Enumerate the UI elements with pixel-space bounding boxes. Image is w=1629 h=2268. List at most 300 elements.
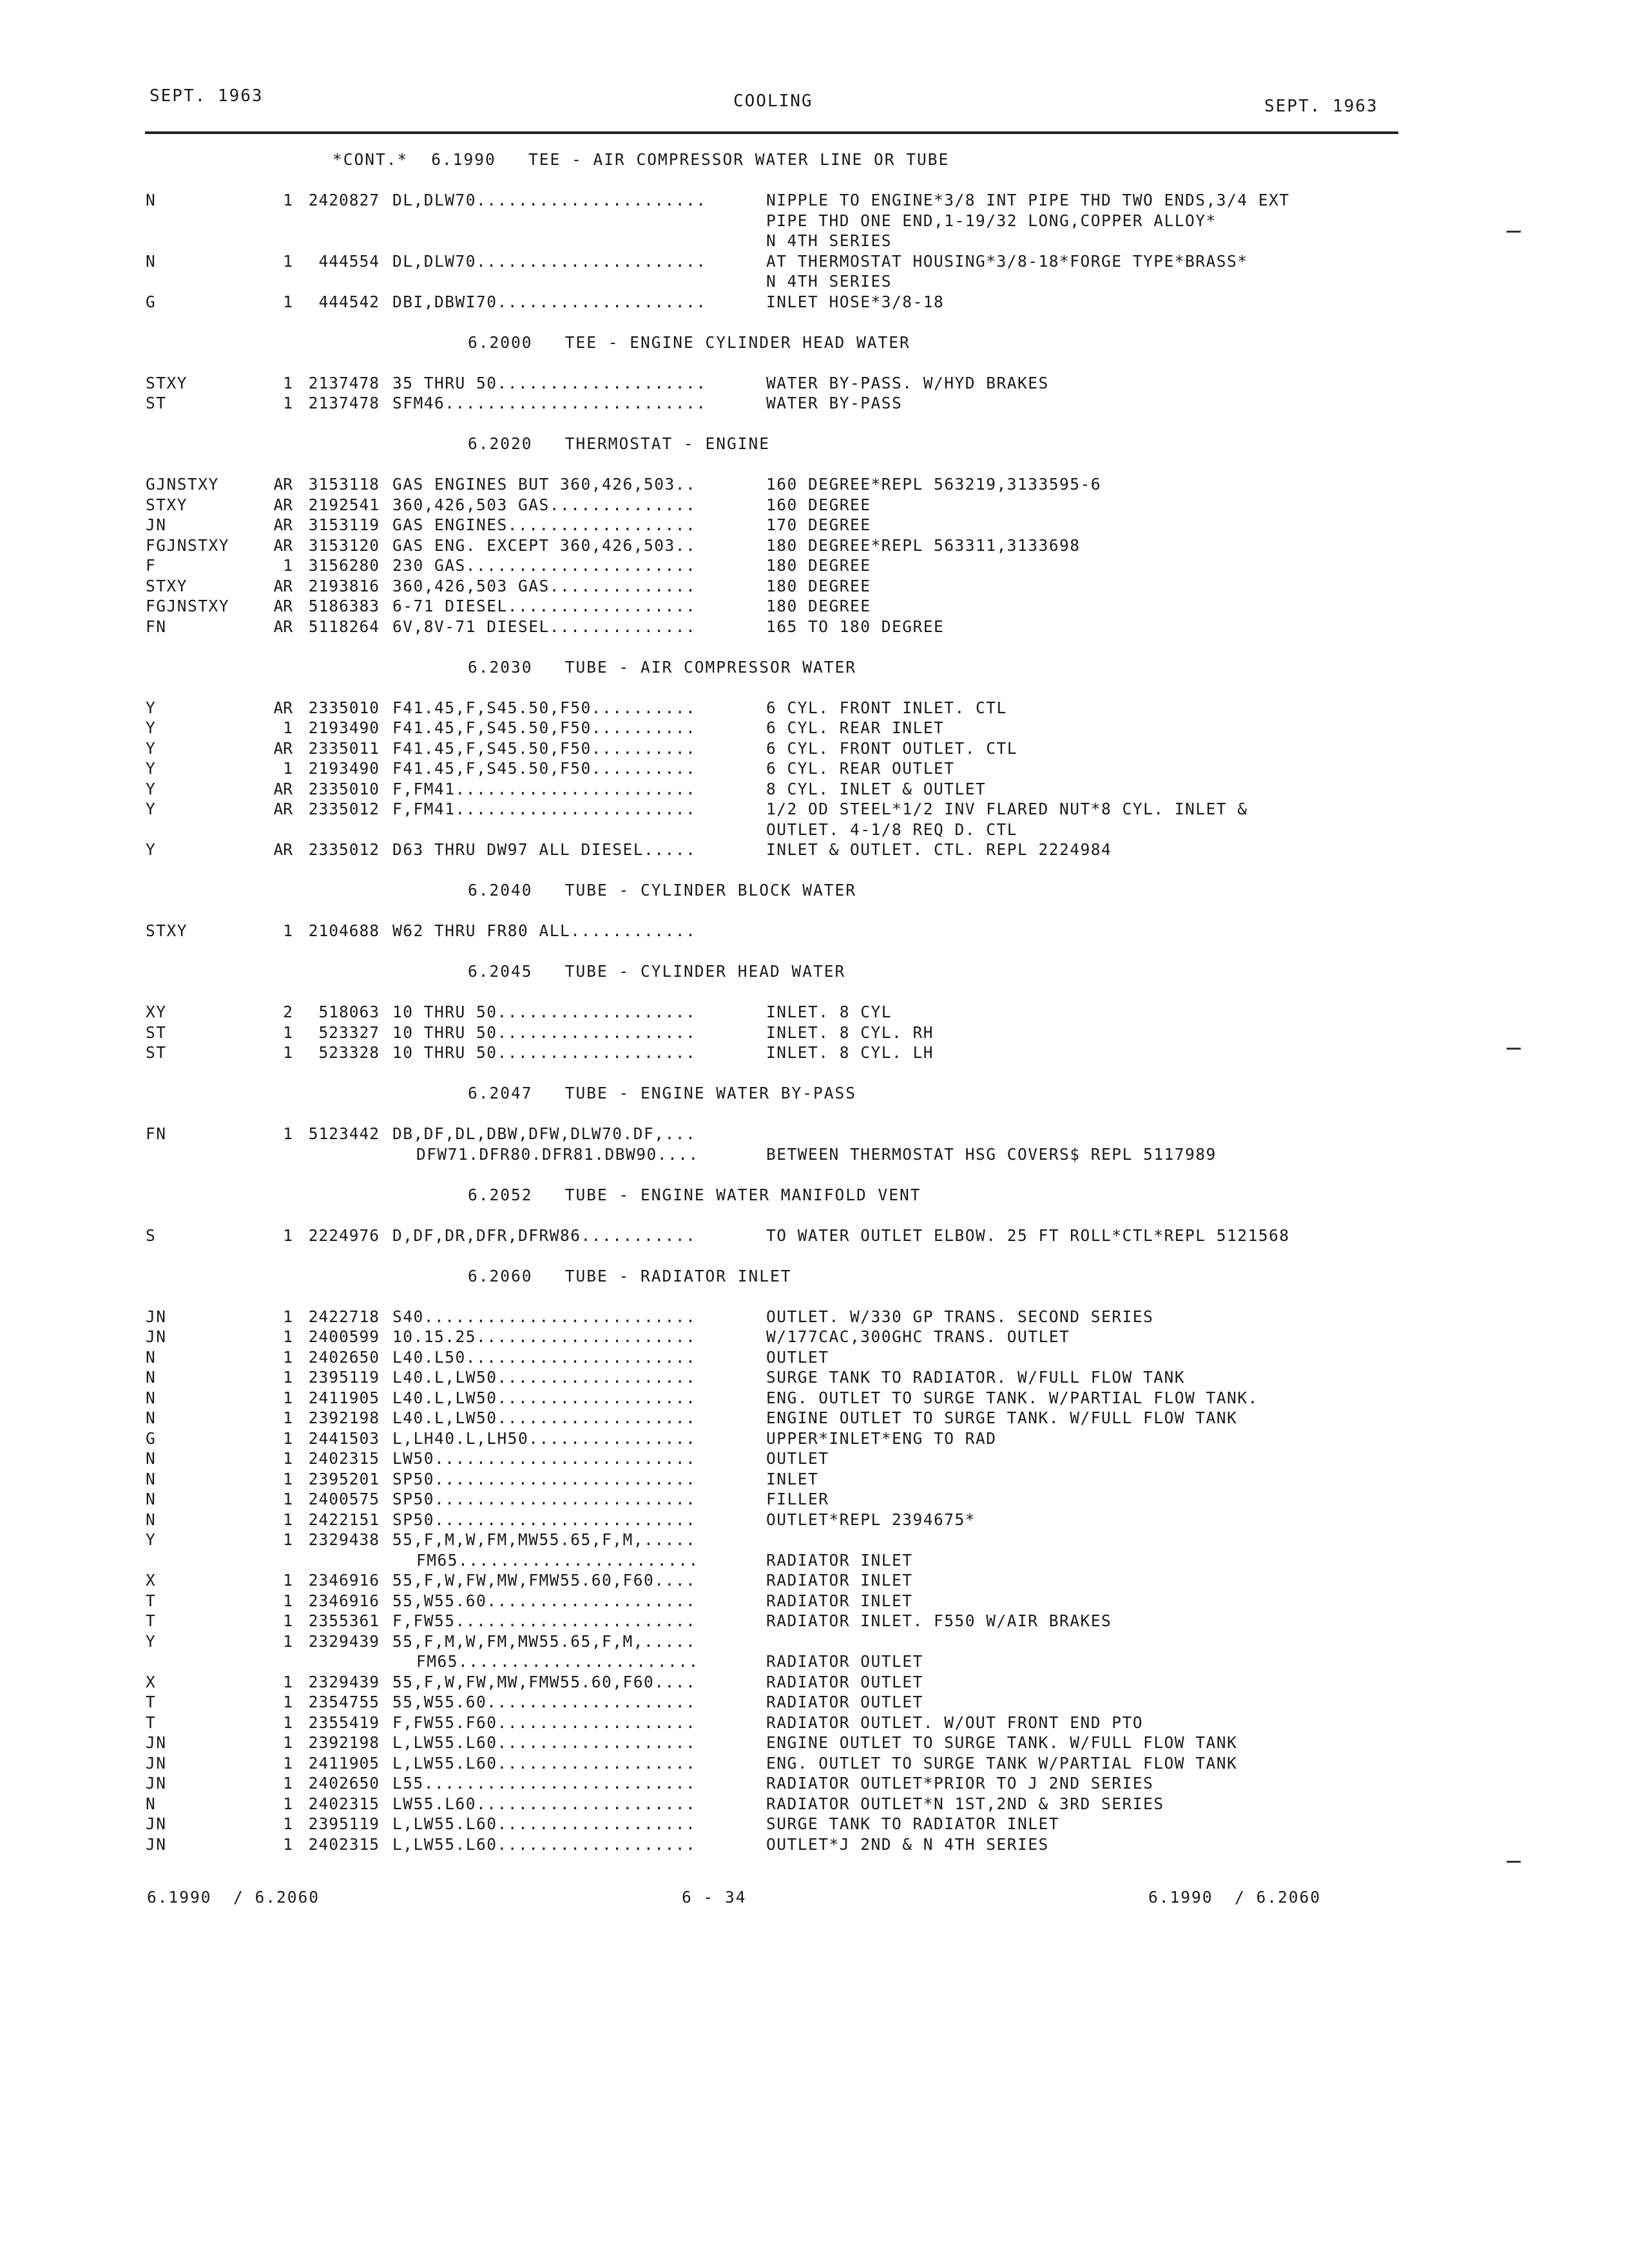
quantity: 1 xyxy=(283,1753,293,1773)
quantity: 1 xyxy=(283,1713,293,1732)
model-code: Y xyxy=(146,738,157,758)
quantity: AR xyxy=(273,779,293,798)
parts-row xyxy=(146,474,1409,495)
description: 6 CYL. REAR INLET xyxy=(766,718,945,737)
description: 8 CYL. INLET & OUTLET xyxy=(766,779,987,798)
section-heading xyxy=(146,434,1409,454)
part-number: 2137478 xyxy=(308,373,380,392)
quantity: 1 xyxy=(283,1834,293,1854)
part-number: 2329439 xyxy=(308,1672,380,1691)
description: INLET. 8 CYL xyxy=(766,1003,892,1021)
part-number: 2104688 xyxy=(308,921,380,940)
description: RADIATOR OUTLET xyxy=(766,1693,923,1711)
application: 55,F,W,FW,MW,FMW55.60,F60.... xyxy=(392,1672,697,1691)
part-number: 2137478 xyxy=(308,394,380,412)
description: OUTLET. W/330 GP TRANS. SECOND SERIES xyxy=(766,1307,1154,1326)
description: INLET xyxy=(766,1469,819,1488)
description: 160 DEGREE xyxy=(766,495,871,514)
quantity: AR xyxy=(273,535,293,555)
model-code: GJNSTXY xyxy=(146,475,219,494)
application: DFW71.DFR80.DFR81.DBW90.... xyxy=(416,1144,699,1164)
part-number: 2335012 xyxy=(308,840,380,859)
description: FILLER xyxy=(766,1490,829,1508)
parts-row xyxy=(146,1408,1409,1428)
quantity: AR xyxy=(273,698,293,717)
quantity: 1 xyxy=(283,1368,293,1387)
part-number: 2346916 xyxy=(308,1591,380,1610)
model-code: N xyxy=(146,1510,157,1529)
model-code: JN xyxy=(146,515,167,534)
model-code: T xyxy=(146,1591,157,1610)
quantity: 1 xyxy=(283,1591,293,1610)
quantity: 1 xyxy=(283,1428,293,1448)
quantity: AR xyxy=(273,515,293,534)
application: L,LW55.L60................... xyxy=(392,1834,697,1854)
parts-row xyxy=(146,1428,1409,1449)
section-title: TUBE - CYLINDER BLOCK WATER xyxy=(564,881,857,899)
parts-row xyxy=(146,1448,1409,1469)
description: 180 DEGREE xyxy=(766,576,871,595)
model-code: T xyxy=(146,1693,157,1711)
part-number: 5123442 xyxy=(308,1124,380,1143)
description: OUTLET*REPL 2394675* xyxy=(766,1510,976,1529)
model-code: X xyxy=(146,1672,157,1691)
parts-row xyxy=(146,1834,1409,1855)
application: DL,DLW70...................... xyxy=(392,191,707,209)
model-code: FN xyxy=(146,1124,167,1143)
model-code: JN xyxy=(146,1307,167,1326)
description: 180 DEGREE*REPL 563311,3133698 xyxy=(766,535,1081,555)
parts-row xyxy=(146,555,1409,576)
application: LW50......................... xyxy=(392,1449,697,1468)
quantity: AR xyxy=(273,495,293,514)
model-code: Y xyxy=(146,759,157,778)
description: PIPE THD ONE END,1-19/32 LONG,COPPER ALLOY* xyxy=(766,211,1217,230)
description: INLET HOSE*3/8-18 xyxy=(766,292,945,311)
part-number: 2402650 xyxy=(308,1774,380,1792)
description: ENGINE OUTLET TO SURGE TANK. W/FULL FLOW TANK xyxy=(766,1408,1238,1427)
parts-row xyxy=(146,1733,1409,1753)
quantity: 1 xyxy=(283,718,293,737)
section-title: TUBE - CYLINDER HEAD WATER xyxy=(564,962,846,981)
parts-row xyxy=(146,1651,1409,1672)
description: RADIATOR OUTLET xyxy=(766,1652,923,1671)
margin-mark xyxy=(1507,1861,1521,1863)
model-code: JN xyxy=(146,1753,167,1773)
section-title: THERMOSTAT - ENGINE xyxy=(564,434,771,453)
application: SFM46......................... xyxy=(392,394,707,412)
model-code: N xyxy=(146,1449,157,1468)
parts-row xyxy=(146,1469,1409,1490)
margin-mark xyxy=(1507,231,1521,233)
model-code: S xyxy=(146,1225,157,1245)
parts-row xyxy=(146,1489,1409,1510)
description: WATER BY-PASS. W/HYD BRAKES xyxy=(766,373,1049,392)
quantity: 1 xyxy=(283,556,293,575)
model-code: N xyxy=(146,1347,157,1367)
section-number: 6.2040 xyxy=(468,881,533,899)
description: RADIATOR INLET. F550 W/AIR BRAKES xyxy=(766,1611,1112,1630)
parts-row xyxy=(146,1570,1409,1591)
part-number: 2329439 xyxy=(308,1631,380,1651)
application: DBI,DBWI70.................... xyxy=(392,292,707,311)
model-code: FN xyxy=(146,617,167,636)
parts-row xyxy=(146,779,1409,800)
quantity: 1 xyxy=(283,1307,293,1326)
model-code: N xyxy=(146,1368,157,1387)
parts-row xyxy=(146,1307,1409,1327)
application: F41.45,F,S45.50,F50.......... xyxy=(392,698,697,717)
model-code: ST xyxy=(146,1023,167,1042)
part-number: 2192541 xyxy=(308,495,380,514)
parts-row xyxy=(146,292,1409,312)
quantity: 1 xyxy=(283,1530,293,1549)
part-number: 2400575 xyxy=(308,1490,380,1508)
description: SURGE TANK TO RADIATOR INLET xyxy=(766,1814,1060,1833)
quantity: 1 xyxy=(283,1774,293,1792)
application: F41.45,F,S45.50,F50.......... xyxy=(392,738,697,758)
parts-row xyxy=(146,1591,1409,1611)
model-code: T xyxy=(146,1713,157,1732)
application: DB,DF,DL,DBW,DFW,DLW70.DF,... xyxy=(392,1124,697,1143)
part-number: 2346916 xyxy=(308,1571,380,1590)
parts-row xyxy=(146,820,1409,840)
description: 6 CYL. REAR OUTLET xyxy=(766,759,955,778)
application: L,LH40.L,LH50................ xyxy=(392,1428,697,1448)
part-number: 2355361 xyxy=(308,1611,380,1630)
description: 170 DEGREE xyxy=(766,515,871,534)
model-code: STXY xyxy=(146,495,188,514)
quantity: 1 xyxy=(283,1043,293,1062)
quantity: 1 xyxy=(283,1631,293,1651)
application: F41.45,F,S45.50,F50.......... xyxy=(392,759,697,778)
parts-row xyxy=(146,211,1409,231)
section-heading xyxy=(146,880,1409,901)
parts-row xyxy=(146,698,1409,718)
footer-page-number: 6 - 34 xyxy=(682,1888,747,1907)
part-number: 2402315 xyxy=(308,1834,380,1854)
application: 360,426,503 GAS.............. xyxy=(392,576,697,595)
section-number: 6.2020 xyxy=(468,434,533,453)
part-number: 2335011 xyxy=(308,738,380,758)
part-number: 2193490 xyxy=(308,718,380,737)
part-number: 3153118 xyxy=(308,475,380,494)
quantity: 1 xyxy=(283,1347,293,1367)
parts-row xyxy=(146,515,1409,535)
application: FM65....................... xyxy=(416,1550,699,1570)
application: SP50......................... xyxy=(392,1490,697,1508)
parts-row xyxy=(146,718,1409,738)
parts-row xyxy=(146,840,1409,860)
part-number: 2335010 xyxy=(308,698,380,717)
quantity: 1 xyxy=(283,191,293,209)
application: 55,F,W,FW,MW,FMW55.60,F60.... xyxy=(392,1571,697,1590)
model-code: N xyxy=(146,1490,157,1508)
description: NIPPLE TO ENGINE*3/8 INT PIPE THD TWO ENDS,3/4 EXT xyxy=(766,191,1290,209)
model-code: Y xyxy=(146,698,157,717)
quantity: AR xyxy=(273,475,293,494)
quantity: 1 xyxy=(283,1449,293,1468)
quantity: AR xyxy=(273,738,293,758)
description: RADIATOR INLET xyxy=(766,1550,913,1570)
description: UPPER*INLET*ENG TO RAD xyxy=(766,1428,997,1448)
part-number: 444554 xyxy=(318,251,380,271)
parts-row xyxy=(146,1550,1409,1571)
header-section-title: COOLING xyxy=(733,91,813,111)
quantity: 1 xyxy=(283,1814,293,1833)
application: L,LW55.L60................... xyxy=(392,1733,697,1752)
section-number: 6.2052 xyxy=(468,1185,533,1204)
parts-row xyxy=(146,576,1409,597)
application: 10 THRU 50................... xyxy=(392,1023,697,1042)
application: GAS ENG. EXCEPT 360,426,503.. xyxy=(392,535,697,555)
section-number: 6.2000 xyxy=(468,332,533,352)
model-code: ST xyxy=(146,394,167,412)
description: RADIATOR OUTLET. W/OUT FRONT END PTO xyxy=(766,1713,1144,1732)
part-number: 2193816 xyxy=(308,576,380,595)
application: F,FW55....................... xyxy=(392,1611,697,1630)
quantity: 1 xyxy=(283,1733,293,1752)
description: INLET. 8 CYL. LH xyxy=(766,1043,934,1062)
parts-row xyxy=(146,1388,1409,1408)
parts-row xyxy=(146,1794,1409,1814)
section-title: TEE - ENGINE CYLINDER HEAD WATER xyxy=(564,332,911,352)
parts-row xyxy=(146,495,1409,515)
parts-row xyxy=(146,1002,1409,1023)
parts-row xyxy=(146,1347,1409,1368)
model-code: Y xyxy=(146,1530,157,1549)
part-number: 2392198 xyxy=(308,1408,380,1427)
section-number: 6.2060 xyxy=(468,1266,533,1285)
description: N 4TH SERIES xyxy=(766,231,892,250)
quantity: 1 xyxy=(283,1693,293,1711)
model-code: FGJNSTXY xyxy=(146,535,230,555)
parts-row xyxy=(146,1713,1409,1733)
application: 55,W55.60.................... xyxy=(392,1591,697,1610)
parts-row xyxy=(146,1753,1409,1774)
quantity: 1 xyxy=(283,1327,293,1346)
model-code: N xyxy=(146,191,157,209)
description: RADIATOR INLET xyxy=(766,1591,913,1610)
quantity: 1 xyxy=(283,1490,293,1508)
quantity: 1 xyxy=(283,292,293,311)
parts-row xyxy=(146,1124,1409,1144)
part-number: 523327 xyxy=(318,1023,380,1042)
model-code: Y xyxy=(146,800,157,818)
part-number: 2422151 xyxy=(308,1510,380,1529)
application: L,LW55.L60................... xyxy=(392,1753,697,1773)
margin-mark xyxy=(1507,1048,1521,1050)
section-number: 6.2047 xyxy=(468,1084,533,1102)
part-number: 2395119 xyxy=(308,1368,380,1387)
section-number: 6.2030 xyxy=(468,657,533,677)
part-number: 2392198 xyxy=(308,1733,380,1752)
description: RADIATOR OUTLET*PRIOR TO J 2ND SERIES xyxy=(766,1774,1154,1792)
description: ENG. OUTLET TO SURGE TANK. W/PARTIAL FLOW TANK. xyxy=(766,1388,1258,1407)
quantity: 1 xyxy=(283,1225,293,1245)
part-number: 2420827 xyxy=(308,191,380,209)
part-number: 518063 xyxy=(318,1003,380,1021)
parts-row xyxy=(146,1692,1409,1713)
parts-row xyxy=(146,393,1409,414)
part-number: 3153120 xyxy=(308,535,380,555)
parts-row xyxy=(146,1530,1409,1550)
parts-row xyxy=(146,1023,1409,1043)
parts-list xyxy=(146,149,1409,1854)
quantity: 1 xyxy=(283,1408,293,1427)
parts-row xyxy=(146,1225,1409,1246)
quantity: AR xyxy=(273,800,293,818)
model-code: X xyxy=(146,1571,157,1590)
header-date-left: SEPT. 1963 xyxy=(149,86,264,106)
description: RADIATOR INLET xyxy=(766,1571,913,1590)
section-heading xyxy=(146,961,1409,982)
part-number: 3153119 xyxy=(308,515,380,534)
application: DL,DLW70...................... xyxy=(392,251,707,271)
quantity: 1 xyxy=(283,759,293,778)
part-number: 2193490 xyxy=(308,759,380,778)
parts-row xyxy=(146,799,1409,820)
section-title: TUBE - AIR COMPRESSOR WATER xyxy=(564,657,857,677)
part-number: 2335012 xyxy=(308,800,380,818)
description: INLET & OUTLET. CTL. REPL 2224984 xyxy=(766,840,1112,859)
model-code: JN xyxy=(146,1834,167,1854)
part-number: 2355419 xyxy=(308,1713,380,1732)
parts-row xyxy=(146,251,1409,272)
quantity: 1 xyxy=(283,921,293,940)
quantity: 1 xyxy=(283,1023,293,1042)
section-title: TUBE - ENGINE WATER BY-PASS xyxy=(564,1084,857,1102)
parts-row xyxy=(146,535,1409,556)
part-number: 2411905 xyxy=(308,1388,380,1407)
application: 6-71 DIESEL.................. xyxy=(392,597,697,615)
application: 10.15.25..................... xyxy=(392,1327,697,1346)
model-code: N xyxy=(146,1388,157,1407)
application: GAS ENGINES.................. xyxy=(392,515,697,534)
quantity: 1 xyxy=(283,251,293,271)
description: OUTLET xyxy=(766,1449,829,1468)
part-number: 2335010 xyxy=(308,779,380,798)
model-code: Y xyxy=(146,718,157,737)
quantity: AR xyxy=(273,840,293,859)
application: S40.......................... xyxy=(392,1307,697,1326)
application: 55,W55.60.................... xyxy=(392,1693,697,1711)
application: L55.......................... xyxy=(392,1774,697,1792)
application: F,FW55.F60................... xyxy=(392,1713,697,1732)
part-number: 2395201 xyxy=(308,1469,380,1488)
application: 10 THRU 50................... xyxy=(392,1043,697,1062)
parts-row xyxy=(146,373,1409,394)
model-code: G xyxy=(146,292,157,311)
parts-row xyxy=(146,596,1409,617)
description: ENGINE OUTLET TO SURGE TANK. W/FULL FLOW TANK xyxy=(766,1733,1238,1752)
parts-row xyxy=(146,271,1409,292)
header-date-right: SEPT. 1963 xyxy=(1264,97,1378,116)
header-rule xyxy=(145,131,1398,134)
parts-row xyxy=(146,921,1409,941)
section-heading xyxy=(146,1185,1409,1206)
model-code: Y xyxy=(146,1631,157,1651)
model-code: XY xyxy=(146,1003,167,1021)
application: F,FM41....................... xyxy=(392,800,697,818)
description: 1/2 OD STEEL*1/2 INV FLARED NUT*8 CYL. INLET & xyxy=(766,800,1248,818)
description: BETWEEN THERMOSTAT HSG COVERS$ REPL 5117989 xyxy=(766,1144,1217,1164)
description: N 4TH SERIES xyxy=(766,272,892,291)
description: INLET. 8 CYL. RH xyxy=(766,1023,934,1042)
quantity: 1 xyxy=(283,1469,293,1488)
parts-row xyxy=(146,758,1409,779)
part-number: 3156280 xyxy=(308,556,380,575)
model-code: STXY xyxy=(146,373,188,392)
model-code: JN xyxy=(146,1814,167,1833)
section-title: TUBE - RADIATOR INLET xyxy=(564,1266,792,1285)
part-number: 444542 xyxy=(318,292,380,311)
model-code: JN xyxy=(146,1774,167,1792)
section-continued-label: *CONT.* xyxy=(333,150,409,169)
quantity: 1 xyxy=(283,394,293,412)
application: FM65....................... xyxy=(416,1652,699,1671)
application: L40.L,LW50................... xyxy=(392,1408,697,1427)
section-title: TUBE - ENGINE WATER MANIFOLD VENT xyxy=(564,1185,921,1204)
description: WATER BY-PASS xyxy=(766,394,903,412)
application: L40.L,LW50................... xyxy=(392,1368,697,1387)
model-code: F xyxy=(146,556,157,575)
parts-row xyxy=(146,1327,1409,1347)
part-number: 523328 xyxy=(318,1043,380,1062)
parts-row xyxy=(146,1144,1409,1165)
quantity: 1 xyxy=(283,1611,293,1630)
section-number: 6.2045 xyxy=(468,962,533,981)
model-code: ST xyxy=(146,1043,167,1062)
application: D,DF,DR,DFR,DFRW86........... xyxy=(392,1225,697,1245)
model-code: STXY xyxy=(146,576,188,595)
description: 6 CYL. FRONT INLET. CTL xyxy=(766,698,1007,717)
description: TO WATER OUTLET ELBOW. 25 FT ROLL*CTL*REPL 5121568 xyxy=(766,1225,1290,1245)
parts-row xyxy=(146,1814,1409,1834)
parts-row xyxy=(146,617,1409,637)
application: F,FM41....................... xyxy=(392,779,697,798)
part-number: 2402650 xyxy=(308,1347,380,1367)
parts-row xyxy=(146,1510,1409,1530)
application: L40.L,LW50................... xyxy=(392,1388,697,1407)
application: GAS ENGINES BUT 360,426,503.. xyxy=(392,475,697,494)
footer-range-left: 6.1990 / 6.2060 xyxy=(147,1888,320,1907)
quantity: AR xyxy=(273,597,293,615)
parts-row xyxy=(146,1631,1409,1652)
parts-row xyxy=(146,1611,1409,1631)
description: 180 DEGREE xyxy=(766,597,871,615)
footer-range-right: 6.1990 / 6.2060 xyxy=(1148,1888,1322,1907)
description: ENG. OUTLET TO SURGE TANK W/PARTIAL FLOW TANK xyxy=(766,1753,1238,1773)
part-number: 2411905 xyxy=(308,1753,380,1773)
description: SURGE TANK TO RADIATOR. W/FULL FLOW TANK xyxy=(766,1368,1186,1387)
description: AT THERMOSTAT HOUSING*3/8-18*FORGE TYPE*BRASS* xyxy=(766,251,1248,271)
model-code: N xyxy=(146,251,157,271)
model-code: N xyxy=(146,1469,157,1488)
application: L,LW55.L60................... xyxy=(392,1814,697,1833)
application: 55,F,M,W,FM,MW55.65,F,M,..... xyxy=(392,1631,697,1651)
section-heading xyxy=(146,332,1409,353)
part-number: 2400599 xyxy=(308,1327,380,1346)
model-code: G xyxy=(146,1428,157,1448)
parts-row xyxy=(146,1043,1409,1063)
parts-row xyxy=(146,190,1409,211)
application: L40.L50...................... xyxy=(392,1347,697,1367)
description: RADIATOR OUTLET xyxy=(766,1672,923,1691)
application: SP50......................... xyxy=(392,1469,697,1488)
description: OUTLET. 4-1/8 REQ D. CTL xyxy=(766,820,1018,839)
quantity: 2 xyxy=(283,1003,293,1021)
